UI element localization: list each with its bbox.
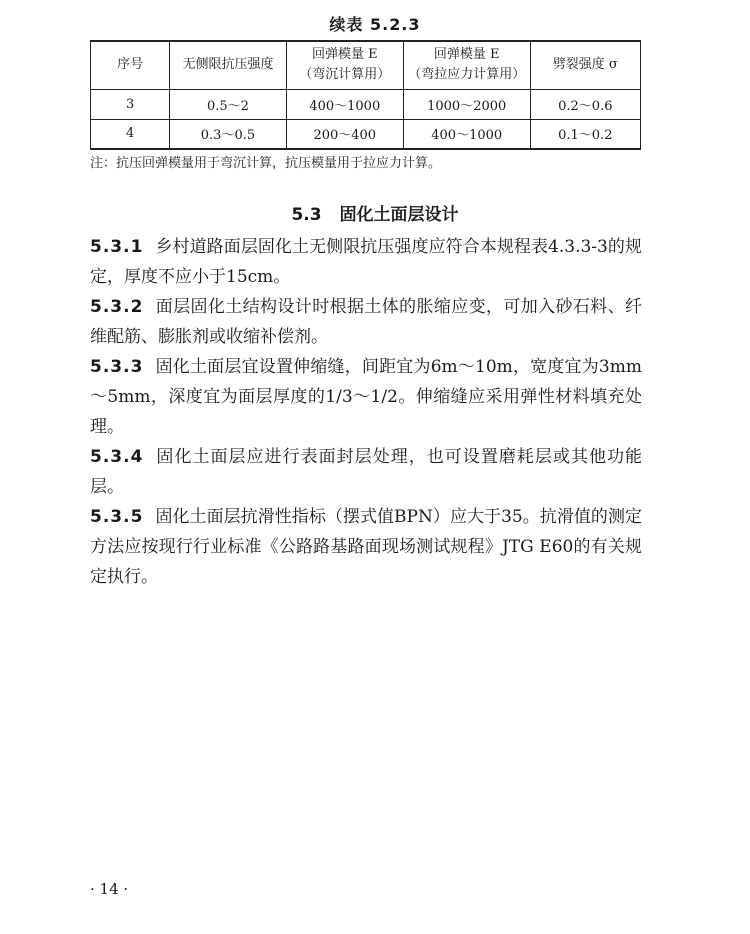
table-cell: 1000～2000 (403, 89, 530, 119)
table-cell: 200～400 (286, 119, 403, 149)
clause-text: 固化土面层宜设置伸缩缝，间距宜为6m～10m，宽度宜为3mm～5mm，深度宜为面层厚度的1/3～1/2。伸缩缝应采用弹性材料填充处理。 (90, 357, 642, 437)
clause-number: 5.3.5 (90, 507, 144, 527)
table-cell: 400～1000 (286, 89, 403, 119)
header-label: 回弹模量 E (433, 47, 500, 63)
clause-5-3-5 (90, 502, 642, 592)
table-cell: 4 (91, 119, 170, 149)
header-sublabel: （弯沉计算用） (299, 67, 391, 83)
section-title: 固化土面层设计 (339, 205, 459, 225)
clause-5-3-3 (90, 352, 642, 442)
header-cell-modulus-tensile (403, 41, 530, 89)
header-label: 回弹模量 E (311, 47, 378, 63)
table-cell: 0.2～0.6 (530, 89, 640, 119)
page-number: · 14 · (90, 880, 129, 898)
clause-number: 5.3.2 (90, 297, 144, 317)
table-cell: 0.1～0.2 (530, 119, 640, 149)
table-cell: 0.5～2 (170, 89, 287, 119)
data-table (90, 40, 641, 150)
header-cell-index (91, 41, 170, 89)
header-label: 劈裂强度 σ (552, 57, 618, 73)
clause-text: 固化土面层应进行表面封层处理，也可设置磨耗层或其他功能层。 (90, 447, 642, 497)
table-row (91, 89, 641, 119)
header-sublabel: （弯拉应力计算用） (408, 67, 526, 83)
clause-number: 5.3.4 (90, 447, 144, 467)
header-cell-splitting-strength (530, 41, 640, 89)
clause-5-3-1 (90, 232, 642, 292)
table-caption: 续表 5.2.3 (329, 15, 421, 34)
table-cell: 400～1000 (403, 119, 530, 149)
clause-text: 乡村道路面层固化土无侧限抗压强度应符合本规程表4.3.3-3的规定，厚度不应小于15cm。 (90, 237, 642, 287)
clause-number: 5.3.1 (90, 237, 144, 257)
clause-text: 面层固化土结构设计时根据土体的胀缩应变，可加入砂石料、纤维配筋、膨胀剂或收缩补偿剂。 (90, 297, 642, 347)
header-label: 序号 (117, 57, 144, 73)
table-header-row (91, 41, 641, 89)
clause-5-3-2 (90, 292, 642, 352)
header-cell-compressive-strength (170, 41, 287, 89)
section-heading (0, 200, 750, 225)
header-cell-modulus-deflection (286, 41, 403, 89)
clause-5-3-4 (90, 442, 642, 502)
clause-number: 5.3.3 (90, 357, 144, 377)
table-cell: 0.3～0.5 (170, 119, 287, 149)
clause-list (90, 232, 642, 592)
section-number: 5.3 (291, 205, 322, 225)
table-note: 注：抗压回弹模量用于弯沉计算，抗压模量用于拉应力计算。 (90, 156, 442, 171)
clause-text: 固化土面层抗滑性指标（摆式值BPN）应大于35。抗滑值的测定方法应按现行行业标准《公路路基路面现场测试规程》JTG E60的有关规定执行。 (90, 507, 642, 587)
table-row (91, 119, 641, 149)
table-cell: 3 (91, 89, 170, 119)
header-label: 无侧限抗压强度 (182, 57, 274, 73)
